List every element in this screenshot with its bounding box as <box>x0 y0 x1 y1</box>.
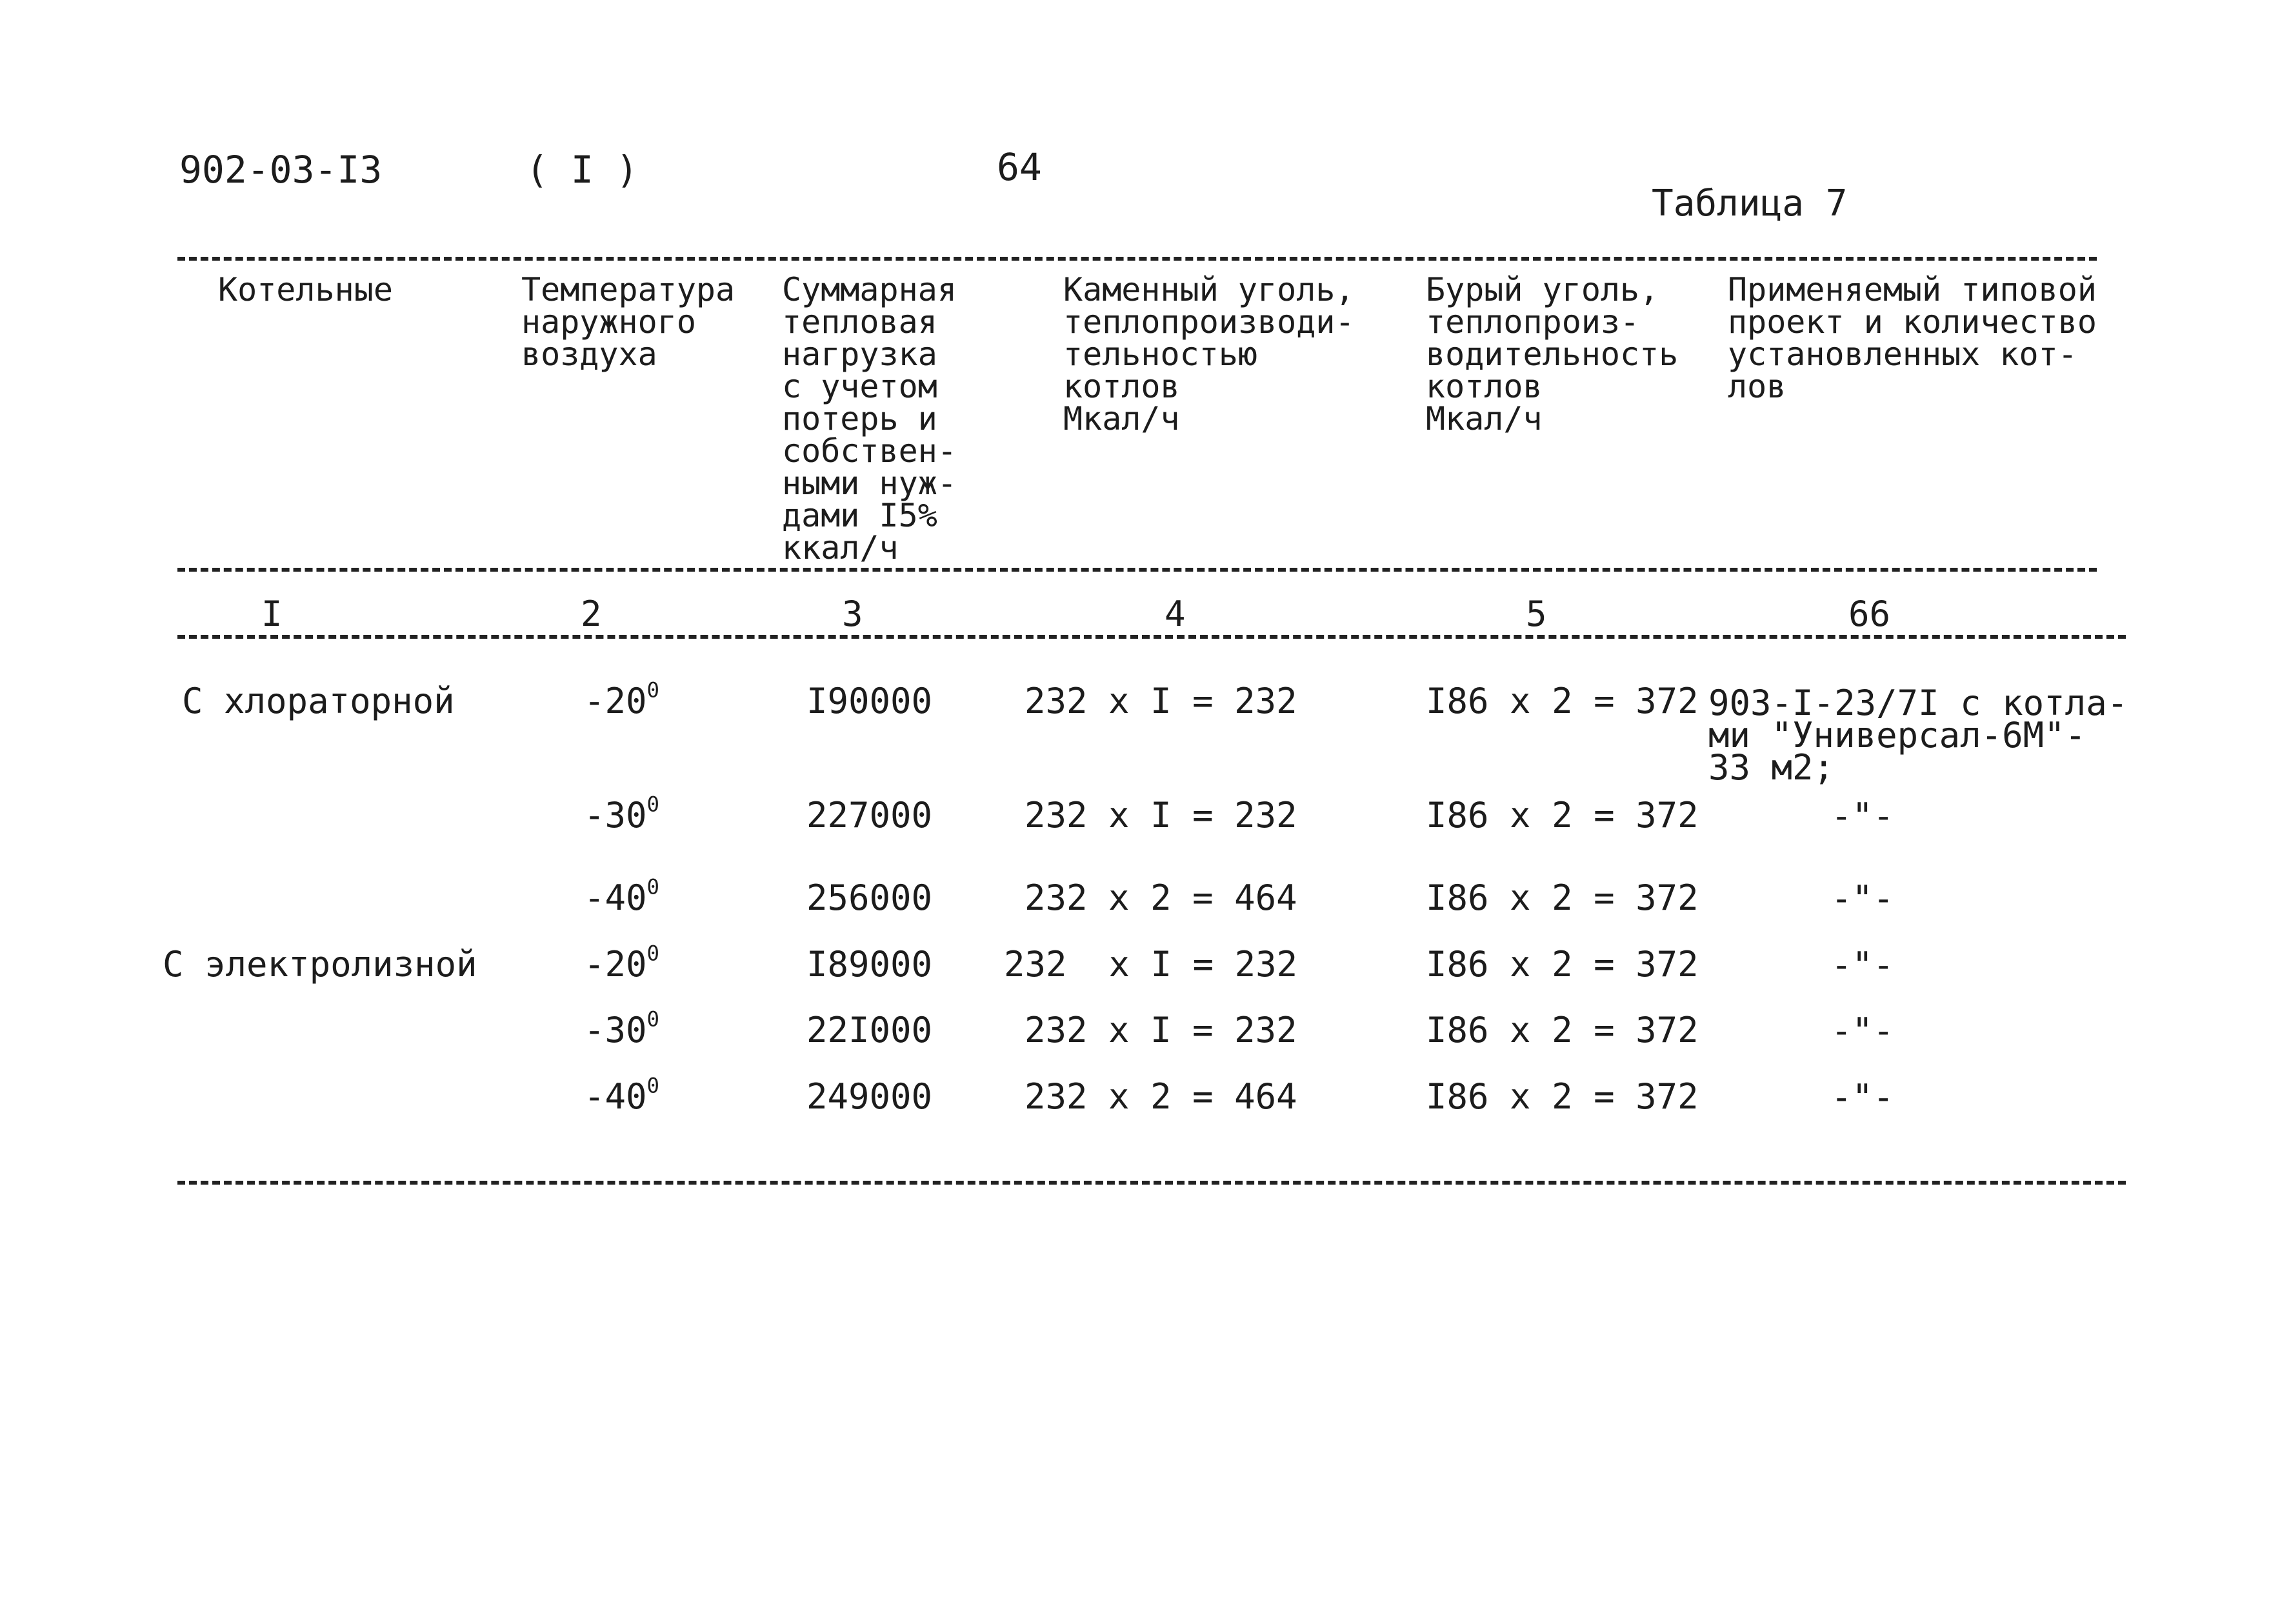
col-number-6: 66 <box>1848 594 1891 634</box>
cell-brown-coal: I86 х 2 = 372 <box>1426 944 1699 985</box>
rule-header-bottom <box>177 568 2097 572</box>
cell-project: -"- <box>1831 945 1894 985</box>
group-name: С хлораторной <box>182 681 455 721</box>
col-number-1: I <box>261 594 283 634</box>
header-outdoor-temperature: Температура наружного воздуха <box>521 271 735 373</box>
cell-heat-load: 22I000 <box>806 1010 933 1050</box>
rule-numbers-bottom <box>177 635 2126 639</box>
cell-stone-coal: 232 х I = 232 <box>1004 944 1298 985</box>
cell-stone-coal: 232 х I = 232 <box>1025 1010 1297 1050</box>
cell-project: -"- <box>1831 1010 1894 1051</box>
col-number-4: 4 <box>1165 594 1186 634</box>
cell-temperature: $-40^0$ <box>584 874 660 918</box>
cell-stone-coal: 232 х I = 232 <box>1025 795 1297 836</box>
cell-brown-coal: I86 х 2 = 372 <box>1426 1010 1699 1050</box>
group-name: С электролизной <box>163 944 477 985</box>
cell-stone-coal: 232 х 2 = 464 <box>1025 877 1297 918</box>
page-number: 64 <box>997 145 1042 189</box>
cell-brown-coal: I86 х 2 = 372 <box>1426 877 1699 918</box>
cell-project: -"- <box>1831 878 1894 919</box>
cell-project: 903-I-23/7I с котла- ми "Универсал-6М"- 33 м2; <box>1708 683 2128 788</box>
cell-stone-coal: 232 х 2 = 464 <box>1025 1076 1297 1117</box>
cell-heat-load: 256000 <box>806 877 933 918</box>
header-boilers: Котельные <box>218 271 393 308</box>
cell-temperature: $-30^0$ <box>584 792 660 836</box>
header-total-heat-load: Суммарная тепловая нагрузка с учетом потерь и собствен- ными нуж- дами I5% ккал/ч <box>782 271 957 566</box>
header-applied-project: Применяемый типовой проект и количество установленных кот- лов <box>1728 271 2097 405</box>
cell-heat-load: I89000 <box>806 944 933 985</box>
cell-temperature: $-30^0$ <box>584 1007 660 1050</box>
table-title: Таблица 7 <box>1652 183 1848 225</box>
cell-brown-coal: I86 х 2 = 372 <box>1426 1076 1699 1117</box>
cell-project: -"- <box>1831 1077 1894 1118</box>
cell-temperature: $-20^0$ <box>584 941 660 985</box>
cell-brown-coal: I86 х 2 = 372 <box>1426 795 1699 836</box>
cell-heat-load: I90000 <box>806 681 933 721</box>
header-stone-coal: Каменный уголь, теплопроизводи- тельностью котлов Мкал/ч <box>1063 271 1355 437</box>
cell-project: -"- <box>1831 796 1894 836</box>
cell-heat-load: 249000 <box>806 1076 933 1117</box>
cell-stone-coal: 232 х I = 232 <box>1025 681 1297 721</box>
cell-brown-coal: I86 х 2 = 372 <box>1426 681 1699 721</box>
col-number-3: 3 <box>842 594 863 634</box>
cell-temperature: $-20^0$ <box>584 677 660 721</box>
document-section: ( I ) <box>526 148 639 192</box>
rule-table-bottom <box>177 1181 2126 1185</box>
rule-top <box>177 257 2097 261</box>
col-number-2: 2 <box>581 594 602 634</box>
header-brown-coal: Бурый уголь, теплопроиз- водительность котлов Мкал/ч <box>1426 271 1679 437</box>
document-code: 902-03-I3 <box>179 148 383 192</box>
cell-heat-load: 227000 <box>806 795 933 836</box>
cell-temperature: $-40^0$ <box>584 1073 660 1117</box>
col-number-5: 5 <box>1526 594 1547 634</box>
